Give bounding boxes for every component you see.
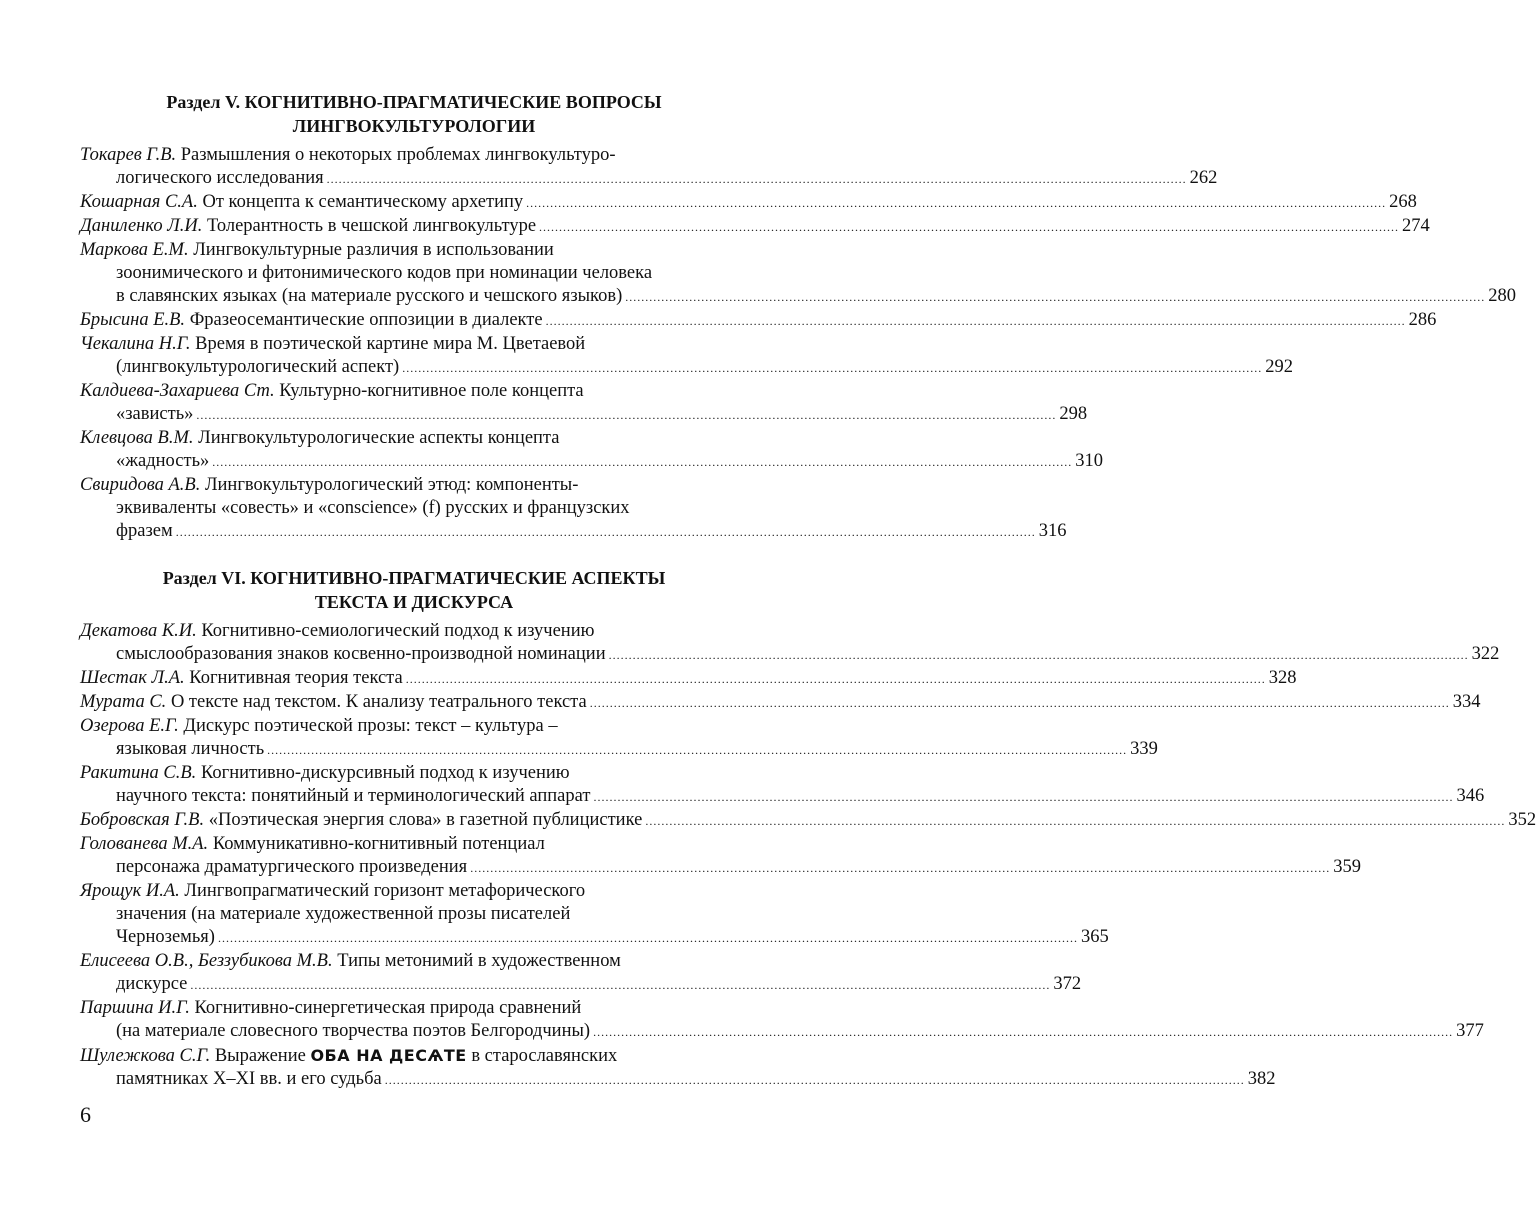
toc-entry (80, 762, 1485, 809)
entry-author: Шестак Л.А. (80, 668, 185, 688)
entry-title-end: смыслообразования знаков косвенно-производной номинации (116, 644, 606, 664)
section-heading-line-1: Раздел V. КОГНИТИВНО-ПРАГМАТИЧЕСКИЕ ВОПРОСЫ (166, 92, 662, 112)
entry-page: 372 (1053, 974, 1082, 994)
entry-title-end: «зависть» (116, 404, 194, 424)
toc-entry (80, 380, 1088, 427)
entry-title: Размышления о некоторых проблемах лингвокультуро- (180, 145, 616, 165)
entry-title: Лингвокультурологические аспекты концепта (198, 428, 560, 448)
entry-title-end: языковая личность (116, 739, 265, 759)
entry-title: Культурно-когнитивное поле концепта (279, 381, 584, 401)
toc-entry (80, 620, 1500, 667)
entry-page: 365 (1080, 927, 1109, 947)
entry-page: 334 (1452, 692, 1481, 712)
entry-title: О тексте над текстом. К анализу театрального текста (170, 692, 587, 712)
entry-author: Токарев Г.В. (80, 145, 177, 165)
entry-author: Брысина Е.В. (80, 310, 186, 330)
section-heading-line-1: Раздел VI. КОГНИТИВНО-ПРАГМАТИЧЕСКИЕ АСПЕКТЫ (162, 568, 666, 588)
toc-entry (80, 715, 1158, 762)
toc-entry (80, 997, 1484, 1044)
entry-title: Типы метонимий в художественном (337, 951, 621, 971)
entry-title-end: памятниках X–XI вв. и его судьба (116, 1069, 382, 1089)
entry-title: Коммуникативно-когнитивный потенциал (212, 834, 545, 854)
entry-title-end: логического исследования (116, 168, 324, 188)
section-heading-line-2: ЛИНГВОКУЛЬТУРОЛОГИИ (292, 116, 536, 136)
entry-page: 310 (1075, 451, 1103, 471)
entry-title: От концепта к семантическому архетипу (202, 192, 524, 212)
entry-title: Время в поэтической картине мира М. Цветаевой (195, 334, 586, 354)
entry-page: 382 (1247, 1069, 1276, 1089)
toc-entry (80, 239, 1516, 309)
toc-entry (80, 474, 1067, 544)
entry-page: 298 (1059, 404, 1088, 424)
entry-title: Когнитивная теория текста (189, 668, 403, 688)
toc-entry (80, 215, 1430, 239)
entry-page: 359 (1333, 857, 1361, 877)
entry-author: Ярощук И.А. (80, 881, 180, 901)
entry-title: Когнитивно-синергетическая природа сравнений (194, 998, 582, 1018)
entry-page: 262 (1189, 168, 1218, 188)
toc-entry (80, 427, 1103, 474)
page-number: 6 (80, 1102, 91, 1127)
toc-entry (80, 144, 1218, 191)
entry-author: Шулежкова С.Г. (80, 1046, 211, 1066)
toc-entry (80, 880, 1109, 950)
entry-author: Паршина И.Г. (80, 998, 190, 1018)
section-heading (80, 566, 748, 614)
toc-entry (80, 809, 1536, 833)
section-heading (80, 90, 748, 138)
entry-title-end: (на материале словесного творчества поэтов Белгородчины) (116, 1021, 591, 1041)
entry-title: Толерантность в чешской лингвокультуре (206, 216, 537, 236)
entry-title-end: научного текста: понятийный и терминологический аппарат (116, 786, 591, 806)
entry-page: 339 (1130, 739, 1158, 759)
table-of-contents (80, 90, 1536, 1114)
entry-title-cont: эквиваленты «совесть» и «conscience» (f) русских и французских (116, 498, 630, 518)
entry-title: Лингвокультурные различия в использовании (193, 240, 554, 260)
section-6 (80, 566, 1536, 1092)
entry-title: Выражение (214, 1046, 306, 1066)
entry-page: 286 (1408, 310, 1437, 330)
entry-author: Маркова Е.М. (80, 240, 189, 260)
entry-author: Мурата С. (80, 692, 167, 712)
entry-page: 292 (1265, 357, 1293, 377)
entry-page: 268 (1389, 192, 1417, 212)
entry-title: Дискурс поэтической прозы: текст – культура – (183, 716, 558, 736)
entry-title: «Поэтическая энергия слова» в газетной публицистике (208, 810, 643, 830)
entry-title-post: в старославянских (471, 1046, 618, 1066)
entry-title-end: в славянских языках (на материале русского и чешского языков) (116, 286, 623, 306)
entry-page: 352 (1508, 810, 1536, 830)
entry-page: 280 (1488, 286, 1516, 306)
entry-title-end: персонажа драматургического произведения (116, 857, 468, 877)
entry-title-end: Черноземья) (116, 927, 215, 947)
entry-author: Свиридова А.В. (80, 475, 201, 495)
toc-entry (80, 667, 1297, 691)
entry-author: Озерова Е.Г. (80, 716, 179, 736)
entry-title: Когнитивно-семиологический подход к изучению (201, 621, 595, 641)
entry-author: Кошарная С.А. (80, 192, 198, 212)
section-5 (80, 90, 1516, 544)
entry-page: 316 (1038, 521, 1067, 541)
entry-author: Калдиева-Захариева Ст. (80, 381, 275, 401)
entry-page: 346 (1456, 786, 1485, 806)
entry-title-end: (лингвокультурологический аспект) (116, 357, 400, 377)
entry-author: Декатова К.И. (80, 621, 197, 641)
entry-title-end: «жадность» (116, 451, 210, 471)
entry-title: Фразеосемантические оппозиции в диалекте (189, 310, 543, 330)
toc-entry (80, 333, 1293, 380)
entry-title-cont: зоонимического и фитонимического кодов при номинации человека (116, 263, 653, 283)
entry-title: Лингвопрагматический горизонт метафорического (184, 881, 586, 901)
entry-page: 328 (1268, 668, 1297, 688)
entry-page: 274 (1402, 216, 1430, 236)
entry-author: Бобровская Г.В. (80, 810, 205, 830)
toc-entry (80, 950, 1082, 997)
old-slavonic-phrase: ОБА НА ДЕСѦТЕ (310, 1046, 467, 1065)
toc-entry (80, 1044, 1276, 1092)
entry-author: Клевцова В.М. (80, 428, 194, 448)
toc-entry (80, 191, 1417, 215)
entry-author: Ракитина С.В. (80, 763, 197, 783)
toc-entry (80, 309, 1437, 333)
entry-title-end: дискурсе (116, 974, 188, 994)
entry-title-end: фразем (116, 521, 173, 541)
entry-title: Когнитивно-дискурсивный подход к изучению (200, 763, 570, 783)
entry-author: Чекалина Н.Г. (80, 334, 191, 354)
section-heading-line-2: ТЕКСТА И ДИСКУРСА (314, 592, 514, 612)
entry-author: Даниленко Л.И. (80, 216, 203, 236)
entry-page: 377 (1456, 1021, 1484, 1041)
entry-title-cont: значения (на материале художественной прозы писателей (116, 904, 571, 924)
entry-title: Лингвокультурологический этюд: компоненты- (204, 475, 579, 495)
entry-page: 322 (1471, 644, 1500, 664)
toc-entry (80, 691, 1481, 715)
toc-entry (80, 833, 1361, 880)
entry-author: Голованева М.А. (80, 834, 209, 854)
entry-author: Елисеева О.В., Беззубикова М.В. (80, 951, 333, 971)
